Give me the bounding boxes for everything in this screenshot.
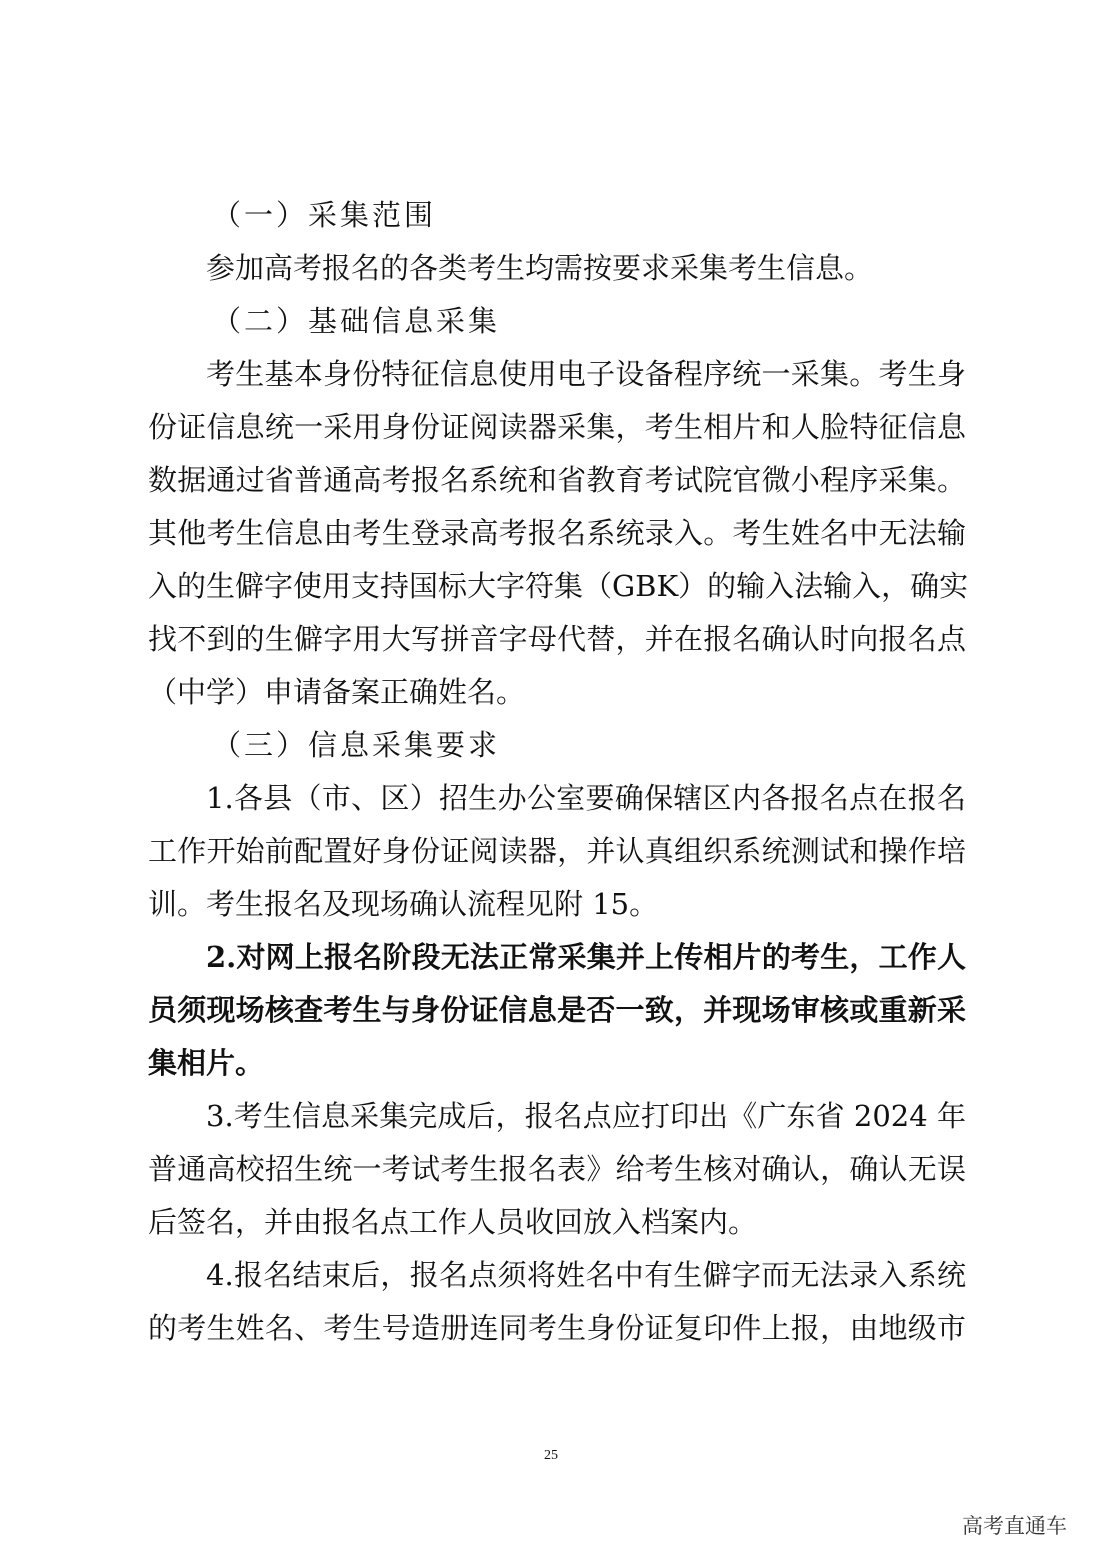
paragraph-line: 考生基本身份特征信息使用电子设备程序统一采集。考生身 bbox=[206, 357, 966, 391]
requirement-4-line: 的考生姓名、考生号造册连同考生身份证复印件上报，由地级市 bbox=[148, 1311, 966, 1345]
requirement-3-line: 普通高校招生统一考试考生报名表》给考生核对确认，确认无误 bbox=[148, 1152, 966, 1186]
requirement-2-line: 集相片。 bbox=[148, 1046, 265, 1080]
section-heading-basic-info: （二）基础信息采集 bbox=[212, 304, 501, 338]
section-heading-collection-scope: （一）采集范围 bbox=[212, 198, 437, 232]
paragraph-line: 入的生僻字使用支持国标大字符集（GBK）的输入法输入，确实 bbox=[148, 569, 969, 603]
requirement-4-line: 4.报名结束后，报名点须将姓名中有生僻字而无法录入系统 bbox=[206, 1258, 966, 1292]
requirement-1-line: 训。考生报名及现场确认流程见附 15。 bbox=[148, 887, 659, 921]
page-number: 25 bbox=[544, 1448, 558, 1463]
requirement-3-line: 后签名，并由报名点工作人员收回放入档案内。 bbox=[148, 1205, 758, 1239]
section-heading-requirements: （三）信息采集要求 bbox=[212, 728, 501, 762]
paragraph-line: 份证信息统一采用身份证阅读器采集，考生相片和人脸特征信息 bbox=[148, 410, 966, 444]
paragraph-line: 参加高考报名的各类考生均需按要求采集考生信息。 bbox=[206, 251, 874, 285]
document-body bbox=[148, 198, 969, 1364]
paragraph-line: （中学）申请备案正确姓名。 bbox=[148, 675, 526, 709]
paragraph-line: 数据通过省普通高考报名系统和省教育考试院官微小程序采集。 bbox=[148, 463, 966, 497]
requirement-2-line: 2.对网上报名阶段无法正常采集并上传相片的考生，工作人 bbox=[206, 940, 966, 974]
requirement-1-line: 1.各县（市、区）招生办公室要确保辖区内各报名点在报名 bbox=[206, 781, 966, 815]
requirement-2-line: 员须现场核查考生与身份证信息是否一致，并现场审核或重新采 bbox=[148, 993, 966, 1027]
requirement-1-line: 工作开始前配置好身份证阅读器，并认真组织系统测试和操作培 bbox=[148, 834, 966, 868]
paragraph-line: 找不到的生僻字用大写拼音字母代替，并在报名确认时向报名点 bbox=[148, 622, 966, 656]
paragraph-line: 其他考生信息由考生登录高考报名系统录入。考生姓名中无法输 bbox=[148, 516, 966, 550]
watermark: 高考直通车 bbox=[962, 1514, 1067, 1538]
requirement-3-line: 3.考生信息采集完成后，报名点应打印出《广东省 2024 年 bbox=[206, 1099, 966, 1133]
